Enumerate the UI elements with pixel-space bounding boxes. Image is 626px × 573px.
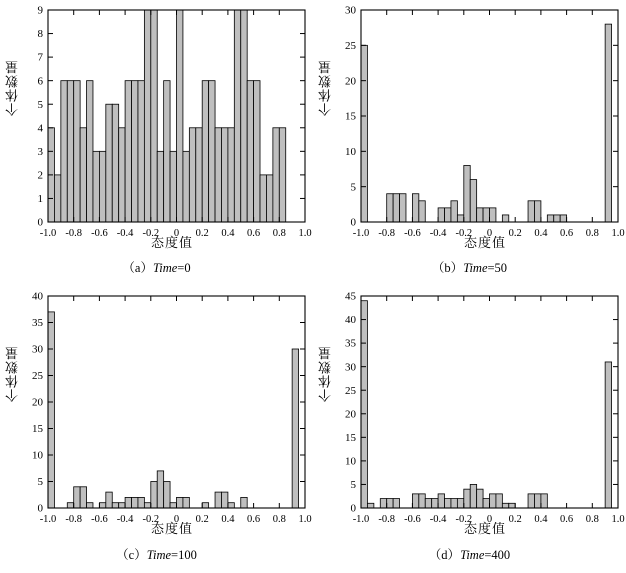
x-tick-label: -0.8 [378,514,396,525]
bar [547,215,553,222]
bar [490,494,496,508]
panel-b-svg [313,0,626,250]
panel-c-caption-prefix: （c） [116,548,147,562]
bar [470,484,476,508]
x-tick-label: 0.8 [272,514,286,525]
x-tick-label: -0.4 [116,514,134,525]
bar [464,489,470,508]
panel-a-caption [0,258,313,276]
x-tick-label: 0.6 [247,514,261,525]
bar [483,208,489,222]
bar [477,489,483,508]
panel-b-plot [313,0,626,250]
x-tick-label: 0.4 [221,514,235,525]
x-tick-label: -0.4 [116,228,134,239]
bar [74,487,80,508]
y-tick-label: 15 [32,423,43,436]
bar [99,151,105,222]
bar [67,503,73,508]
bar [502,215,508,222]
x-tick-label: 0 [486,228,493,239]
bar [266,175,272,222]
bar [221,128,227,222]
bar [170,503,176,508]
bar [87,81,93,222]
x-tick-label: -0.6 [91,514,108,525]
panel-a [0,0,313,286]
bar [189,128,195,222]
bar [387,194,393,222]
bar [247,81,253,222]
bar [451,499,457,508]
y-tick-label: 3 [37,145,43,158]
y-tick-label: 45 [345,290,356,303]
y-tick-label: 10 [345,455,356,468]
y-tick-label: 30 [345,4,356,17]
x-tick-label: 0.2 [508,228,522,239]
bar [438,494,444,508]
bar [470,180,476,222]
panel-a-caption-prefix: （a） [122,261,153,275]
bar [157,151,163,222]
bar [138,81,144,222]
bar [93,151,99,222]
panel-c-ylabel: 个体数量 [6,346,21,402]
y-tick-label: 5 [37,98,43,111]
x-tick-label: 1.0 [611,228,625,239]
bar [380,499,386,508]
bar [164,81,170,222]
panel-d-caption [313,545,626,563]
panel-d-caption-suffix: =400 [484,548,511,562]
x-tick-label: -0.4 [429,228,447,239]
bar [67,81,73,222]
bar [412,194,418,222]
bar [80,128,86,222]
bar [202,503,208,508]
bar [425,499,431,508]
panel-d-svg [313,286,626,536]
bar [477,208,483,222]
bar [234,10,240,222]
x-tick-label: -0.2 [142,228,160,239]
x-tick-label: -1.0 [39,514,57,525]
bar [119,128,125,222]
bar [61,81,67,222]
bar [209,81,215,222]
y-tick-label: 20 [345,75,356,88]
bar [451,201,457,222]
panel-d-ylabel: 个体数量 [319,346,334,402]
panel-b-xlabel: 态度值 [463,236,506,251]
bar [361,301,367,508]
x-tick-label: 0 [173,514,180,525]
x-tick-label: -1.0 [352,228,370,239]
panel-a-xlabel: 态度值 [150,236,193,251]
bar [80,487,86,508]
bar [260,175,266,222]
panel-a-ylabel: 个体数量 [6,60,21,116]
bar [151,10,157,222]
panel-b-caption-italic: Time [463,261,488,275]
bar [605,362,611,508]
y-tick-label: 35 [345,337,356,350]
x-tick-label: 0.4 [221,228,235,239]
bar [106,492,112,508]
bar [132,81,138,222]
bar [99,503,105,508]
bar [170,151,176,222]
bar [132,497,138,508]
y-tick-label: 30 [345,361,356,374]
bar [534,201,540,222]
y-tick-label: 0 [37,216,43,229]
panel-d [313,286,626,573]
x-tick-label: 0 [486,514,493,525]
x-tick-label: -0.8 [65,514,83,525]
bar [241,10,247,222]
bar [445,208,451,222]
panel-c-caption-suffix: =100 [171,548,197,562]
y-tick-label: 40 [32,290,43,303]
y-tick-label: 5 [350,479,356,492]
x-tick-label: -1.0 [352,514,370,525]
x-tick-label: 0.2 [195,228,209,239]
bar [292,349,298,508]
panel-b-caption [313,258,626,276]
y-tick-label: 8 [37,28,43,41]
bar [541,494,547,508]
y-tick-label: 15 [345,431,356,444]
x-tick-label: 0.2 [508,514,522,525]
panel-c-svg [0,286,313,536]
y-tick-label: 30 [32,343,43,356]
x-tick-label: 0.8 [272,228,286,239]
panel-b-caption-prefix: （b） [431,261,464,275]
bar [483,499,489,508]
bar [112,104,118,222]
bar [228,128,234,222]
bar [279,128,285,222]
bar [490,208,496,222]
y-tick-label: 4 [37,122,43,135]
x-tick-label: 0.6 [560,514,574,525]
panel-c [0,286,313,573]
bar [177,10,183,222]
y-tick-label: 20 [32,396,43,409]
bar [112,503,118,508]
panel-d-xlabel: 态度值 [463,522,506,537]
plot-frame [48,296,305,508]
bar [202,81,208,222]
bar [554,215,560,222]
x-tick-label: 0.8 [585,228,599,239]
bar [361,45,367,222]
bar [432,499,438,508]
x-tick-label: 0.4 [534,514,548,525]
bar [215,128,221,222]
panel-d-caption-prefix: （d） [428,548,461,562]
bar [138,497,144,508]
x-tick-label: -0.2 [455,228,473,239]
bar [605,24,611,222]
bar [393,499,399,508]
x-tick-label: -0.2 [142,514,160,525]
bar [254,81,260,222]
x-tick-label: 0.8 [585,514,599,525]
bar [400,194,406,222]
bar [87,503,93,508]
bar [419,494,425,508]
bar [125,81,131,222]
y-tick-label: 25 [32,370,43,383]
y-tick-label: 5 [37,476,43,489]
bar [183,151,189,222]
y-tick-label: 40 [345,314,356,327]
y-tick-label: 1 [37,193,43,206]
y-tick-label: 25 [345,39,356,52]
x-tick-label: -0.8 [378,228,396,239]
x-tick-label: 0.6 [247,228,261,239]
x-tick-label: -0.6 [404,228,421,239]
bar [412,494,418,508]
x-tick-label: -0.2 [455,514,473,525]
bar [48,312,54,508]
bar [457,215,463,222]
panel-b-ylabel: 个体数量 [319,60,334,116]
bar [509,503,515,508]
bar [196,128,202,222]
bar [144,503,150,508]
bar [119,503,125,508]
x-tick-label: -0.6 [404,514,421,525]
bar [183,497,189,508]
x-tick-label: 0.4 [534,228,548,239]
panel-b [313,0,626,286]
panel-b-caption-suffix: =50 [487,261,508,275]
bar [151,482,157,509]
bar [419,201,425,222]
y-tick-label: 6 [37,75,43,88]
bar [241,497,247,508]
bar [528,494,534,508]
bar [387,499,393,508]
x-tick-label: 0.6 [560,228,574,239]
bar [445,499,451,508]
panel-a-svg [0,0,313,250]
bar [367,503,373,508]
panel-c-xlabel: 态度值 [150,522,193,537]
panel-c-caption-italic: Time [146,548,172,562]
bar [144,10,150,222]
y-tick-label: 9 [37,4,43,17]
bar [125,497,131,508]
x-tick-label: 0 [173,228,180,239]
y-tick-label: 15 [345,110,356,123]
bar [496,494,502,508]
bar [273,128,279,222]
bar [560,215,566,222]
y-tick-label: 0 [37,502,43,515]
y-tick-label: 10 [32,449,43,462]
y-tick-label: 5 [350,181,356,194]
y-tick-label: 0 [350,502,356,515]
bar [438,208,444,222]
y-tick-label: 2 [37,169,43,182]
x-tick-label: 1.0 [298,514,312,525]
panel-a-caption-suffix: =0 [177,261,191,275]
panel-d-caption-italic: Time [460,548,485,562]
panel-c-caption [0,545,313,563]
y-tick-label: 35 [32,317,43,330]
panel-c-plot [0,286,313,536]
x-tick-label: 1.0 [611,514,625,525]
x-tick-label: 1.0 [298,228,312,239]
bar [164,482,170,509]
panel-a-plot [0,0,313,250]
y-tick-label: 10 [345,145,356,158]
x-tick-label: -0.8 [65,228,83,239]
x-tick-label: -1.0 [39,228,57,239]
panel-d-plot [313,286,626,536]
x-tick-label: -0.6 [91,228,108,239]
bar [215,492,221,508]
bar [177,497,183,508]
bar [534,494,540,508]
y-tick-label: 7 [37,51,43,64]
bar [528,201,534,222]
bar [157,471,163,508]
y-tick-label: 25 [345,384,356,397]
bar [457,499,463,508]
bar [464,165,470,222]
bar [502,503,508,508]
x-tick-label: 0.2 [195,514,209,525]
y-tick-label: 0 [350,216,356,229]
bar [228,503,234,508]
bar [74,81,80,222]
bar [54,175,60,222]
bar [106,104,112,222]
bar [221,492,227,508]
panel-a-caption-italic: Time [152,261,178,275]
y-tick-label: 20 [345,408,356,421]
bar [393,194,399,222]
plot-frame [361,10,618,222]
plot-frame [361,296,618,508]
x-tick-label: -0.4 [429,514,447,525]
